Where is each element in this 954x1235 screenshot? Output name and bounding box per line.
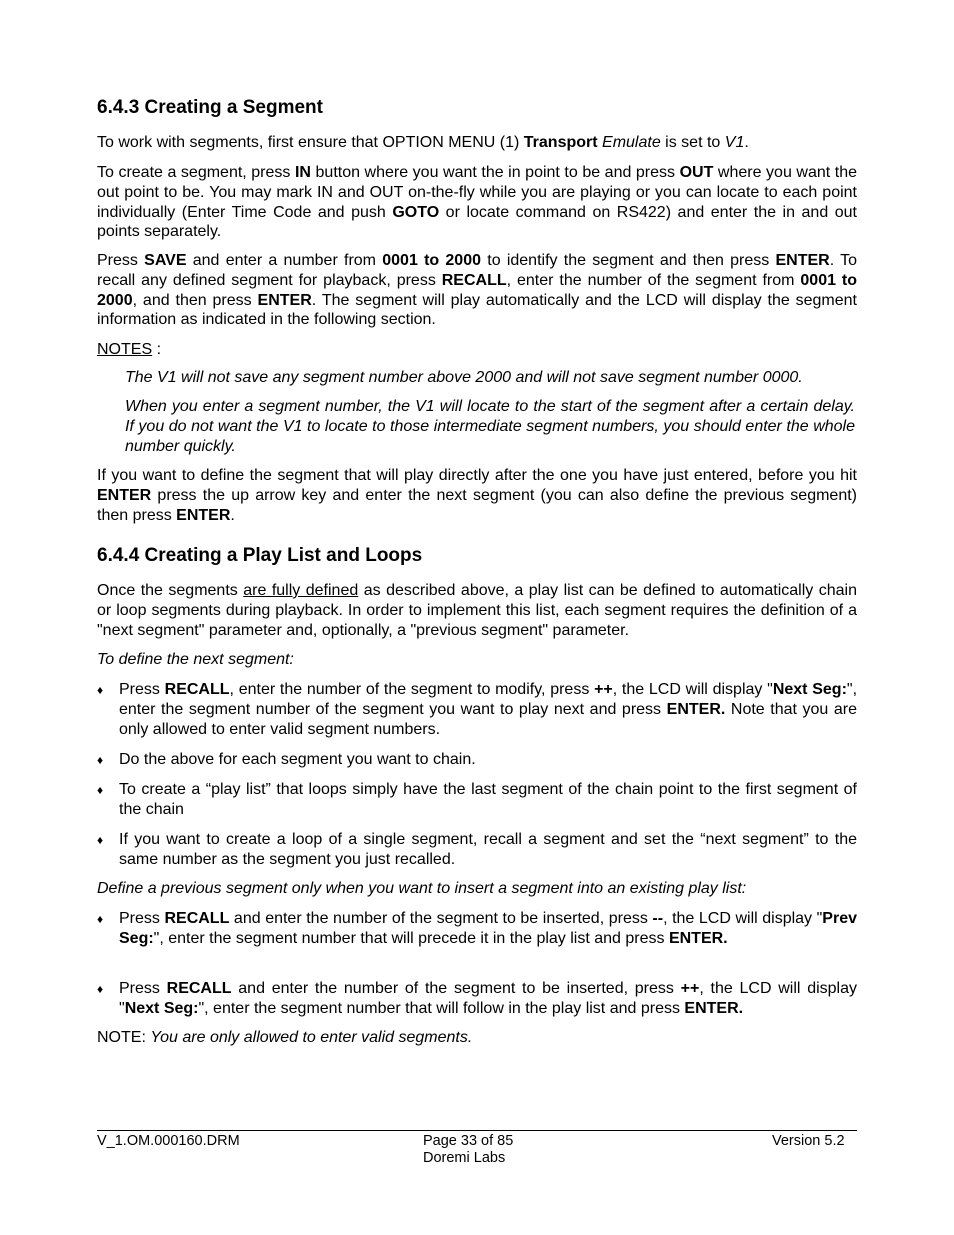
footer-doc-id: V_1.OM.000160.DRM — [97, 1133, 240, 1149]
diamond-bullet-icon: ♦ — [97, 683, 104, 697]
list-item: ♦ Press RECALL, enter the number of the segment to modify, press ++, the LCD will display "Next Seg:", enter the segment number of the segment you want to play next and press ENTER. Note that you are only allowed to enter valid segment numbers. — [97, 681, 858, 738]
diamond-bullet-icon: ♦ — [97, 912, 104, 926]
footer-version: Version 5.2 — [772, 1133, 845, 1149]
paragraph-intro: To work with segments, first ensure that OPTION MENU (1) Transport Emulate is set to V1. — [97, 134, 749, 151]
list-item: ♦ To create a “play list” that loops simply have the last segment of the chain point to the first segment of the chain — [97, 781, 857, 818]
note-item: When you enter a segment number, the V1 will locate to the start of the segment after a certain delay. If you do not want the V1 to locate to those intermediate segment numbers, you should enter the whole number quickly. — [125, 398, 855, 455]
list-item: ♦ If you want to create a loop of a single segment, recall a segment and set the “next segment” to the same number as the segment you just recalled. — [97, 831, 857, 868]
section-heading-6-4-3: 6.4.3 Creating a Segment — [97, 97, 323, 118]
notes-label: NOTES : — [97, 341, 162, 358]
section-heading-6-4-4: 6.4.4 Creating a Play List and Loops — [97, 545, 423, 566]
footer-page-info — [423, 1133, 513, 1167]
paragraph-save-recall: Press SAVE and enter a number from 0001 to 2000 to identify the segment and then press ENTER. To recall any defined segment for playback, press RECALL, enter the number of the segment from 0001 to 2000, and then press ENTER. The segment will play automatically and the LCD will display the segment information as indicated in the following section. — [97, 252, 858, 329]
diamond-bullet-icon: ♦ — [97, 783, 104, 797]
paragraph-create-segment: To create a segment, press IN button where you want the in point to be and press OUT where you want the out point to be. You may mark IN and OUT on-the-fly while you are playing or you can locate to each point individually (Enter Time Code and push GOTO or locate command on RS422) and enter the in and out points separately. — [97, 164, 857, 241]
final-note: NOTE: You are only allowed to enter valid segments. — [97, 1029, 473, 1046]
list-item: ♦ Press RECALL and enter the number of the segment to be inserted, press ++, the LCD will display "Next Seg:", enter the segment number that will follow in the play list and press ENTER. — [97, 980, 858, 1017]
paragraph-play-list: Once the segments are fully defined as described above, a play list can be defined to automatically chain or loop segments during playback. In order to implement this list, each segment requires the definition of a "next segment" parameter and, optionally, a "previous segment" parameter. — [97, 582, 857, 639]
list-item: ♦ Do the above for each segment you want to chain. — [97, 750, 857, 770]
paragraph-next-segment: If you want to define the segment that will play directly after the one you have just entered, before you hit ENTER press the up arrow key and enter the next segment (you can also define the previous segment) then press ENTER. — [97, 467, 857, 524]
diamond-bullet-icon: ♦ — [97, 753, 104, 767]
footer-page-number: Page 33 of 85 — [423, 1133, 514, 1149]
subheading-define-next: To define the next segment: — [97, 651, 294, 668]
diamond-bullet-icon: ♦ — [97, 982, 104, 996]
footer-divider — [97, 1130, 857, 1131]
list-item: ♦ Press RECALL and enter the number of the segment to be inserted, press --, the LCD will display "Prev Seg:", enter the segment number that will precede it in the play list and press ENTER. — [97, 910, 857, 947]
subheading-define-previous: Define a previous segment only when you want to insert a segment into an existing play list: — [97, 880, 747, 897]
footer-company: Doremi Labs — [423, 1150, 506, 1166]
note-item: The V1 will not save any segment number above 2000 and will not save segment number 0000. — [125, 369, 803, 386]
diamond-bullet-icon: ♦ — [97, 833, 104, 847]
